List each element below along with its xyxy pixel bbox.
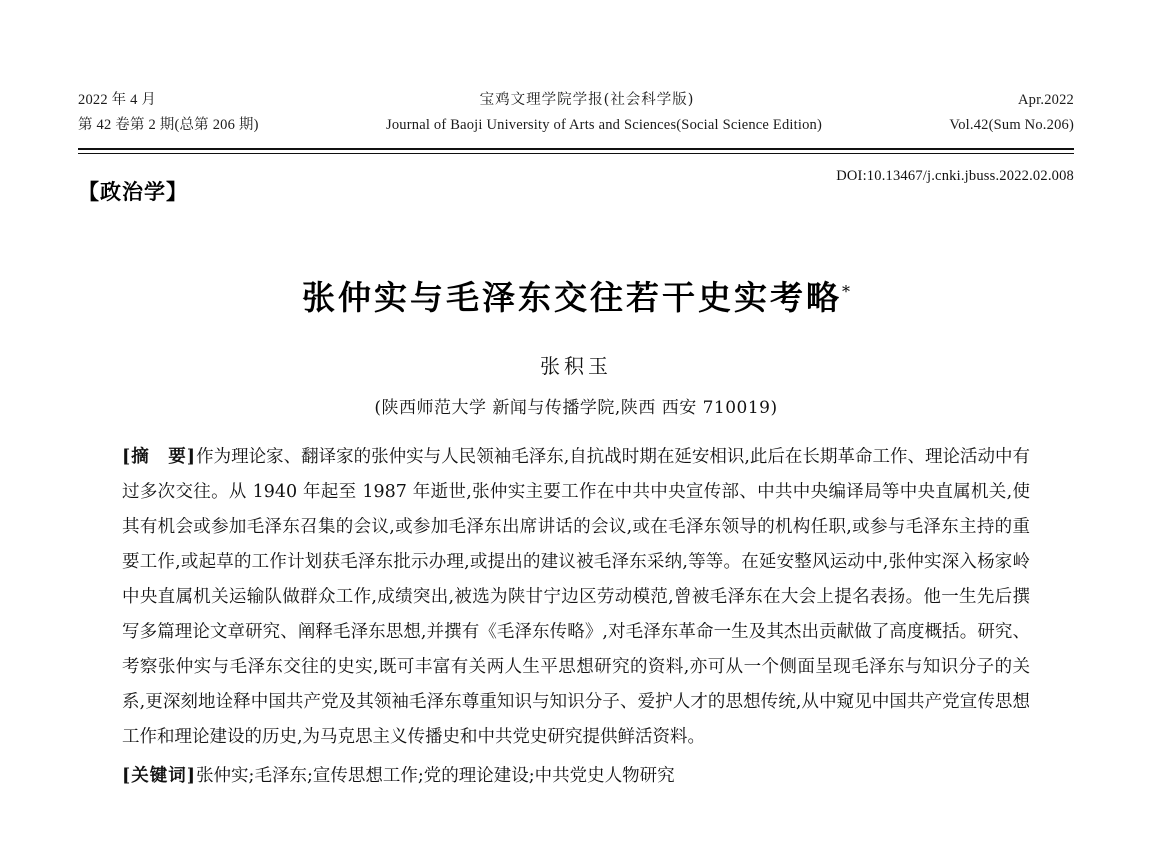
abstract-text: 作为理论家、翻译家的张仲实与人民领袖毛泽东,自抗战时期在延安相识,此后在长期革命工作、理论活动中有过多次交往。从 1940 年起至 1987 年逝世,张仲实主要工作在中共中央宣传部、中共中央编译局等中央直属机关,使其有机会或参加毛泽东召集的会议,或参加毛泽东出席讲话的会议,或在毛泽东领导的机构任职,或参与毛泽东主持的重要工作,或起草的工作计划获毛泽东批示办理,或提出的建议被毛泽东采纳,等等。在延安整风运动中,张仲实深入杨家岭中央直属机关运输队做群众工作,成绩突出,被选为陕甘宁边区劳动模范,曾被毛泽东在大会上提名表扬。他一生先后撰写多篇理论文章研究、阐释毛泽东思想,并撰有《毛泽东传略》,对毛泽东革命一生及其杰出贡献做了高度概括。研究、考察张仲实与毛泽东交往的史实,既可丰富有关两人生平思想研究的资料,亦可从一个侧面呈现毛泽东与知识分子的关系,更深刻地诠释中国共产党及其领袖毛泽东尊重知识与知识分子、爱护人才的思想传统,从中窥见中国共产党宣传思想工作和理论建设的历史,为马克思主义传播史和中共党史研究提供鲜活资料。	[122, 446, 1031, 747]
masthead	[78, 0, 1074, 154]
abstract-label: [摘 要]	[122, 446, 197, 467]
volume-issue-en: Vol.42(Sum No.206)	[949, 117, 1074, 134]
author-name: 张积玉	[540, 353, 612, 378]
journal-title-en: Journal of Baoji University of Arts and Sciences(Social Science Edition)	[386, 117, 823, 134]
masthead-rules	[78, 148, 1074, 154]
page-title-text: 张仲实与毛泽东交往若干史实考略	[302, 277, 842, 317]
issue-date: 2022 年 4 月	[78, 92, 157, 108]
journal-title-cn: 宝鸡文理学院学报(社会科学版)	[479, 92, 695, 108]
author-affiliation: (陕西师范大学 新闻与传播学院,陕西 西安 710019)	[374, 397, 778, 418]
keywords-block	[78, 759, 1074, 794]
rule-thin	[78, 153, 1074, 154]
page-title	[78, 272, 1074, 319]
article-category: 【政治学】	[78, 178, 188, 204]
masthead-row-2	[78, 113, 1074, 138]
issue-date-en: Apr.2022	[1018, 92, 1074, 108]
abstract-block	[78, 440, 1074, 755]
keywords-text: 张仲实;毛泽东;宣传思想工作;党的理论建设;中共党史人物研究	[196, 765, 675, 786]
volume-issue-cn: 第 42 卷第 2 期(总第 206 期)	[78, 117, 259, 134]
masthead-row-1	[78, 88, 1074, 113]
doi-text: DOI:10.13467/j.cnki.jbuss.2022.02.008	[836, 167, 1074, 184]
keywords-label: [关键词]	[122, 765, 197, 786]
title-footnote-marker: *	[842, 281, 850, 301]
category-row	[78, 168, 1074, 210]
rule-thick	[78, 148, 1074, 150]
